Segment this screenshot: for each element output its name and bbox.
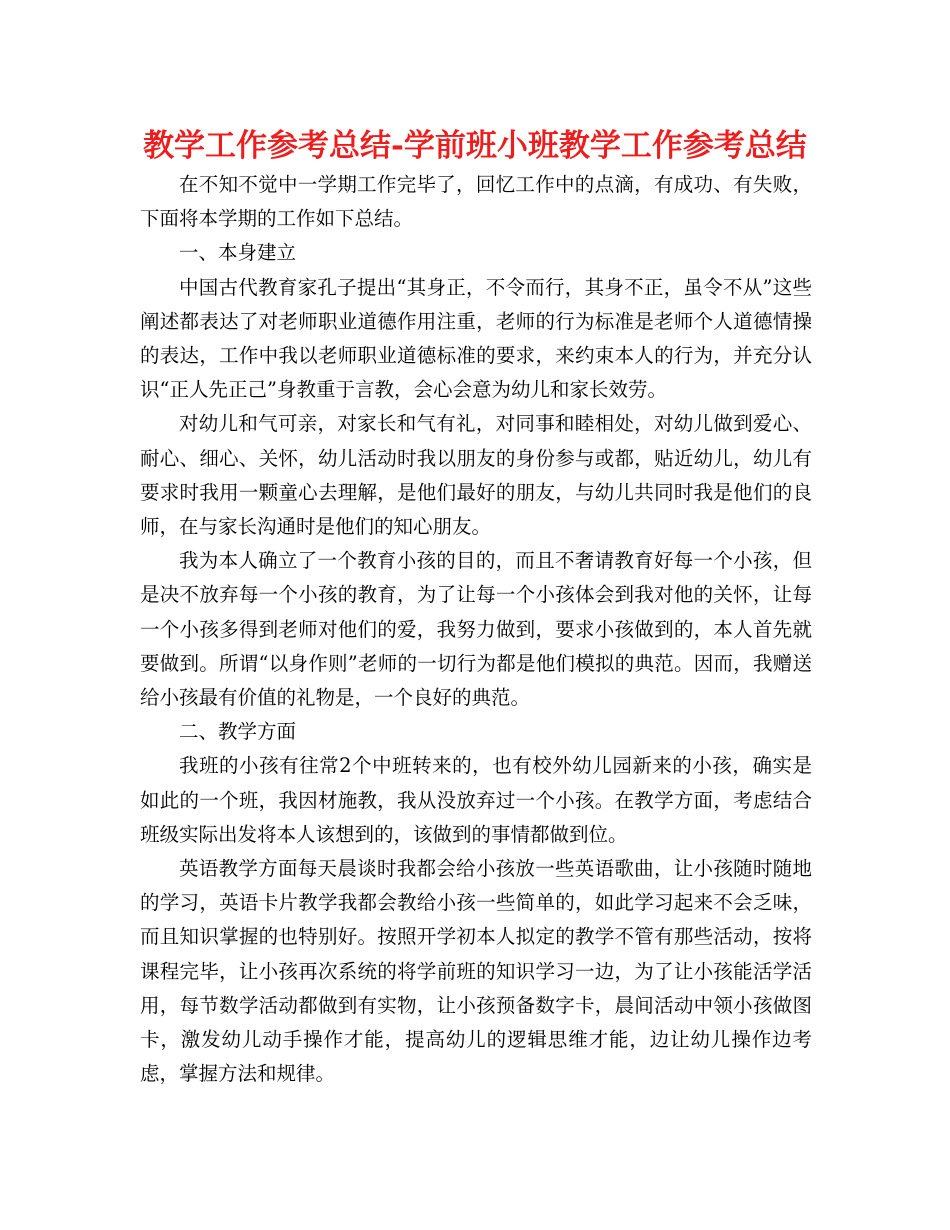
paragraph-goal: 我为本人确立了一个教育小孩的目的，而且不奢请教育好每一个小孩，但是决不放弃每一个小孩的教育，为了让每一个小孩体会到我对他的关怀，让每一个小孩多得到老师对他们的爱，我努力做到，要求小孩做到的，本人首先就要做到。所谓“以身作则”老师的一切行为都是他们模拟的典范。因而，我赠送给小孩最有价值的礼物是，一个良好的典范。 [140, 549, 812, 710]
paragraph-intro: 在不知不觉中一学期工作完毕了，回忆工作中的点滴，有成功、有失败，下面将本学期的工作如下总结。 [140, 173, 812, 231]
paragraph-class: 我班的小孩有往常2个中班转来的，也有校外幼儿园新来的小孩，确实是如此的一个班，我因材施教，我从没放弃过一个小孩。在教学方面，考虑结合班级实际出发将本人该想到的，该做到的事情都做到位。 [140, 754, 812, 846]
section-heading-teaching: 二、教学方面 [179, 720, 297, 744]
section-heading-self-building: 一、本身建立 [179, 241, 297, 265]
document-body [140, 168, 812, 1091]
paragraph-attitude: 对幼儿和气可亲，对家长和气有礼，对同事和睦相处，对幼儿做到爱心、耐心、细心、关怀，幼儿活动时我以朋友的身份参与或都，贴近幼儿，幼儿有要求时我用一颗童心去理解，是他们最好的朋友，与幼儿共同时我是他们的良师，在与家长沟通时是他们的知心朋友。 [140, 412, 812, 539]
paragraph-english-teaching: 英语教学方面每天晨谈时我都会给小孩放一些英语歌曲，让小孩随时随地的学习，英语卡片教学我都会教给小孩一些简单的，如此学习起来不会乏味，而且知识掌握的也特别好。按照开学初本人拟定的教学不管有那些活动，按将课程完毕，让小孩再次系统的将学前班的知识学习一边，为了让小孩能活学活用，每节数学活动都做到有实物，让小孩预备数字卡，晨间活动中领小孩做图卡，激发幼儿动手操作才能，提高幼儿的逻辑思维才能，边让幼儿操作边考虑，掌握方法和规律。 [140, 857, 812, 1086]
document-title: 教学工作参考总结-学前班小班教学工作参考总结 [143, 128, 807, 164]
paragraph-confucius: 中国古代教育家孔子提出“其身正，不令而行，其身不正，虽令不从”这些阐述都表达了对老师职业道德作用注重，老师的行为标准是老师个人道德情操的表达，工作中我以老师职业道德标准的要求，来约束本人的行为，并充分认识“正人先正己”身教重于言教，会心会意为幼儿和家长效劳。 [140, 275, 812, 402]
